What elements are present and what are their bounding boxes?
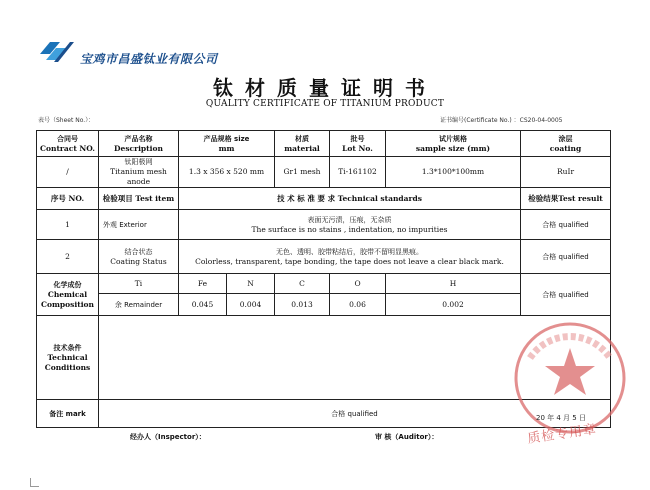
company-logo-icon [36,36,76,66]
sheet-number: 表号（Sheet No.）： [38,117,95,124]
stamp-date: 20 年 4 月 5 日 [536,414,586,422]
element-h: H [386,274,521,294]
size-value: 1.3 x 356 x 520 mm [179,157,275,188]
inspector-label: 经办人（Inspector）： [130,433,206,441]
contract-value: / [37,157,99,188]
auditor-label: 审 核（Auditor）： [375,433,439,441]
description-value: 钛阳极网 Titanium mesh anode [99,157,179,188]
description-header: 产品名称 Description [99,131,179,157]
element-ti: Ti [99,274,179,294]
row2-result: 合格 qualified [521,240,611,274]
coating-value: RuIr [521,157,611,188]
stamp-text: 质检专用章 [526,422,598,447]
chemical-result: 合格 qualified [521,274,611,316]
page-corner-mark [30,478,39,487]
element-n: N [227,274,275,294]
certificate-title-cn: 钛材质量证明书 [213,76,437,100]
value-h: 0.002 [386,294,521,316]
row2-no: 2 [37,240,99,274]
remark-value: 合格 qualified [99,400,611,428]
remark-header: 备注 mark [37,400,99,428]
value-fe: 0.045 [179,294,227,316]
element-c: C [275,274,330,294]
row1-item: 外观 Exterior [99,210,179,240]
material-header: 材质 material [275,131,330,157]
value-o: 0.06 [330,294,386,316]
result-header: 检验结果Test result [521,188,611,210]
value-n: 0.004 [227,294,275,316]
element-o: O [330,274,386,294]
value-ti: 余 Remainder [99,294,179,316]
chemical-header: 化学成份 Chemical Composition [37,274,99,316]
lot-value: Ti-161102 [330,157,386,188]
certificate-number: 证书编号(Certificate No.) ：CS20-04-0005 [440,117,563,124]
value-c: 0.013 [275,294,330,316]
element-fe: Fe [179,274,227,294]
size-header: 产品规格 size mm [179,131,275,157]
row1-no: 1 [37,210,99,240]
row1-result: 合格 qualified [521,210,611,240]
technical-conditions-header: 技术条件 Technical Conditions [37,316,99,400]
sample-value: 1.3*100*100mm [386,157,521,188]
coating-header: 涂层 coating [521,131,611,157]
material-value: Gr1 mesh [275,157,330,188]
company-name: 宝鸡市昌盛钛业有限公司 [80,52,218,66]
contract-header: 合同号 Contract NO. [37,131,99,157]
seq-header: 序号 NO. [37,188,99,210]
sample-header: 试片规格 sample size (mm) [386,131,521,157]
row2-item: 结合状态 Coating Status [99,240,179,274]
lot-header: 批号 Lot No. [330,131,386,157]
test-item-header: 检验项目 Test item [99,188,179,210]
standards-header: 技 术 标 准 要 求 Technical standards [179,188,521,210]
row1-standard: 表面无污渍，压痕，无杂质 The surface is no stains , indentation, no impurities [179,210,521,240]
certificate-title-en: QUALITY CERTIFICATE OF TITANIUM PRODUCT [205,99,445,109]
row2-standard: 无色、透明、胶带粘结后，胶带不留明显黑痕。 Colorless, transparent, tape bonding, the tape does not leave a clear black mark. [179,240,521,274]
